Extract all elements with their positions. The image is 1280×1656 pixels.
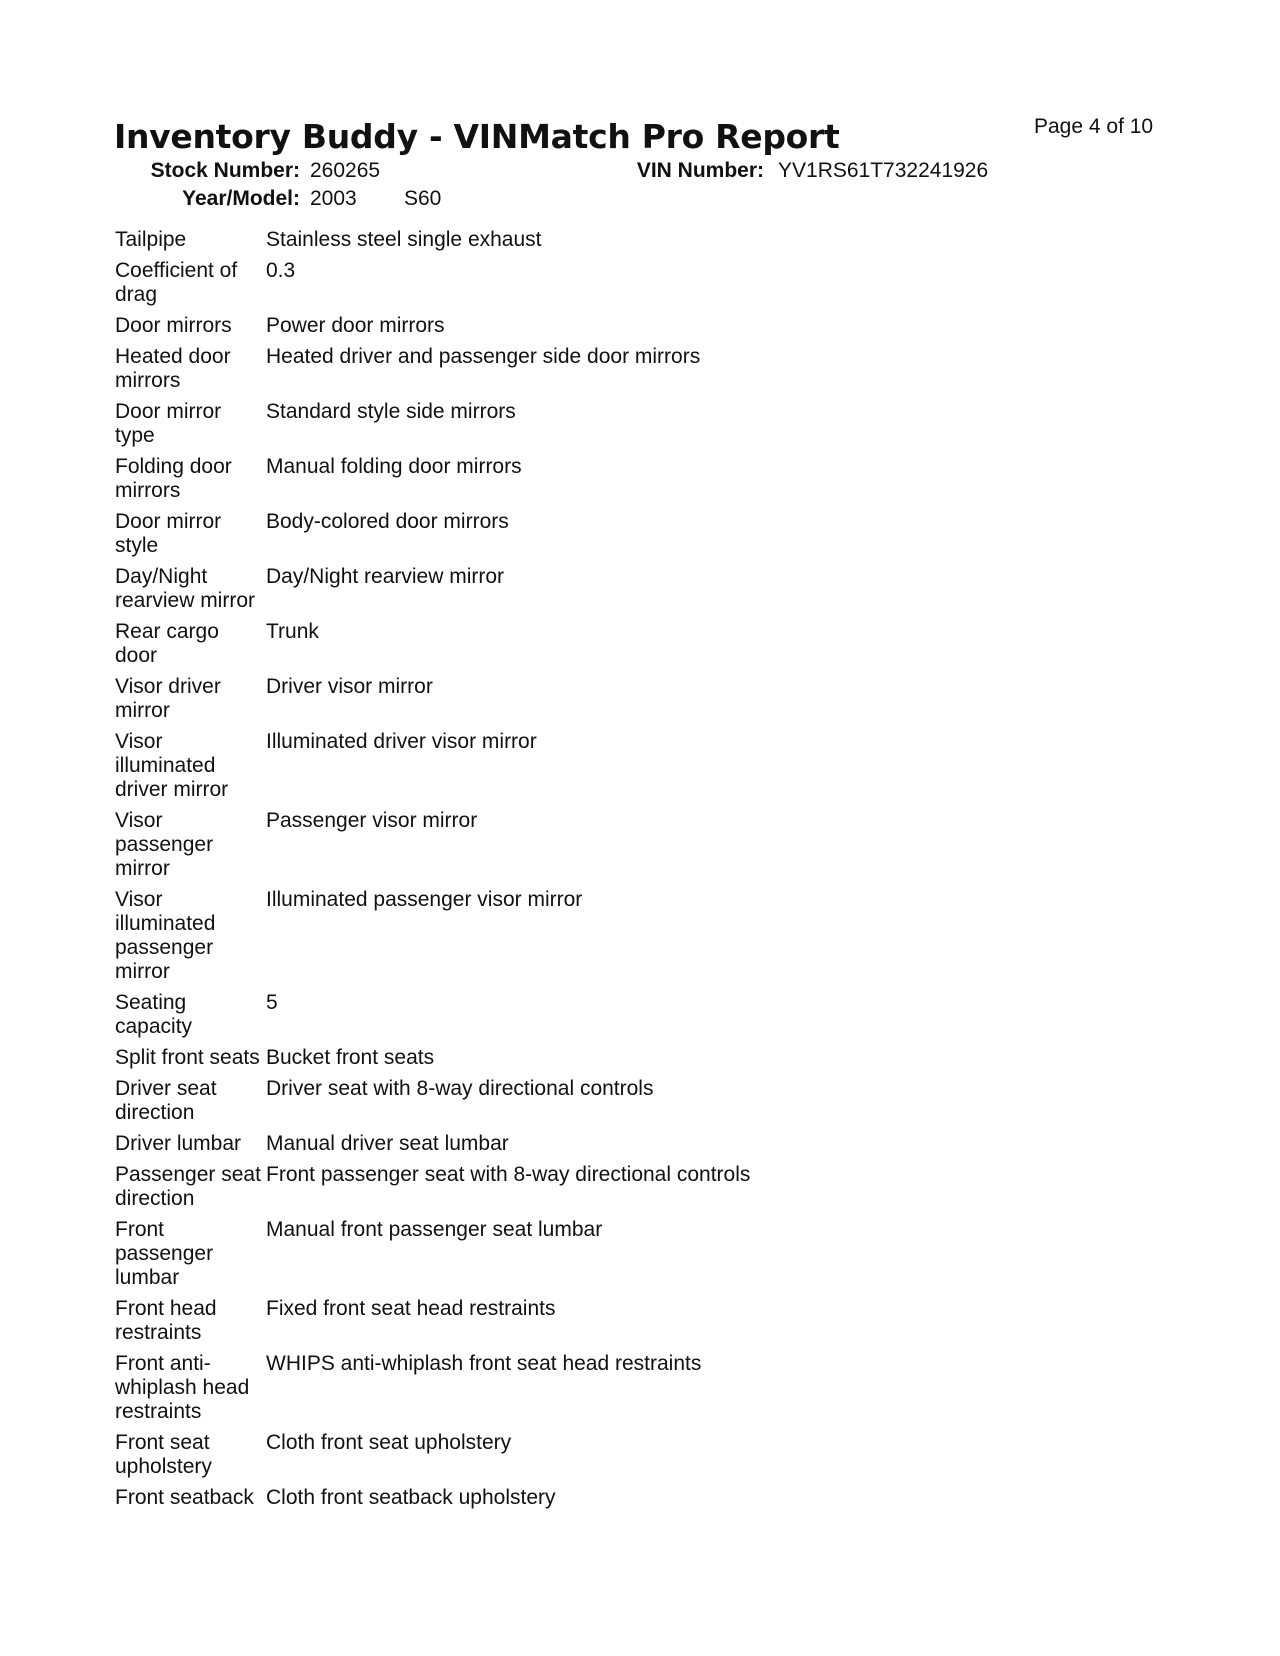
stock-number-value: 260265	[310, 159, 381, 182]
spec-label: Passenger seat direction	[115, 1163, 261, 1210]
spec-value: Heated driver and passenger side door mirrors	[266, 345, 701, 368]
report-title: Inventory Buddy - VINMatch Pro Report	[114, 117, 840, 156]
stock-number-row	[0, 158, 1280, 184]
vin-number-value: YV1RS61T732241926	[778, 159, 989, 182]
spec-row	[115, 400, 875, 455]
spec-row	[115, 1077, 875, 1132]
spec-value: Stainless steel single exhaust	[266, 228, 542, 251]
spec-label: Folding door mirrors	[115, 455, 232, 502]
spec-value: Front passenger seat with 8-way directional controls	[266, 1163, 751, 1186]
spec-row	[115, 1486, 875, 1517]
spec-row	[115, 314, 875, 345]
spec-label: Heated door mirrors	[115, 345, 231, 392]
spec-value: WHIPS anti-whiplash front seat head restraints	[266, 1352, 702, 1375]
year-value: 2003	[310, 187, 357, 210]
spec-table	[115, 228, 875, 1517]
spec-row	[115, 1352, 875, 1431]
model-value: S60	[404, 187, 442, 210]
spec-value: Manual driver seat lumbar	[266, 1132, 509, 1155]
spec-label: Visor illuminated passenger mirror	[115, 888, 216, 983]
spec-value: 5	[266, 991, 278, 1014]
spec-label: Visor driver mirror	[115, 675, 221, 722]
spec-row	[115, 345, 875, 400]
spec-row	[115, 675, 875, 730]
spec-label: Tailpipe	[115, 228, 187, 251]
spec-value: Illuminated passenger visor mirror	[266, 888, 583, 911]
spec-label: Door mirrors	[115, 314, 232, 337]
spec-label: Front anti-whiplash head restraints	[115, 1352, 250, 1423]
spec-label: Day/Night rearview mirror	[115, 565, 256, 612]
year-model-label: Year/Model:	[182, 187, 300, 210]
spec-row	[115, 888, 875, 991]
spec-value: Cloth front seatback upholstery	[266, 1486, 556, 1509]
spec-label: Front seatback	[115, 1486, 254, 1509]
spec-row	[115, 1297, 875, 1352]
spec-label: Front seat upholstery	[115, 1431, 212, 1478]
spec-value: Passenger visor mirror	[266, 809, 478, 832]
spec-row	[115, 259, 875, 314]
vin-number-label: VIN Number:	[636, 159, 764, 182]
spec-row	[115, 1218, 875, 1297]
spec-label: Rear cargo door	[115, 620, 219, 667]
spec-row	[115, 565, 875, 620]
spec-row	[115, 809, 875, 888]
spec-label: Driver lumbar	[115, 1132, 242, 1155]
spec-label: Visor passenger mirror	[115, 809, 214, 880]
spec-row	[115, 1163, 875, 1218]
spec-label: Coefficient of drag	[115, 259, 238, 306]
spec-label: Door mirror type	[115, 400, 222, 447]
spec-value: 0.3	[266, 259, 296, 282]
spec-row	[115, 510, 875, 565]
spec-value: Body-colored door mirrors	[266, 510, 509, 533]
spec-row	[115, 228, 875, 259]
spec-label: Split front seats	[115, 1046, 260, 1069]
spec-value: Power door mirrors	[266, 314, 445, 337]
spec-value: Manual folding door mirrors	[266, 455, 522, 478]
year-model-row	[0, 186, 1280, 212]
spec-label: Seating capacity	[115, 991, 193, 1038]
spec-row	[115, 620, 875, 675]
spec-row	[115, 455, 875, 510]
spec-row	[115, 1431, 875, 1486]
spec-row	[115, 1132, 875, 1163]
spec-value: Day/Night rearview mirror	[266, 565, 505, 588]
spec-table-body	[115, 228, 875, 1517]
spec-value: Fixed front seat head restraints	[266, 1297, 556, 1320]
spec-label: Front head restraints	[115, 1297, 217, 1344]
spec-label: Driver seat direction	[115, 1077, 217, 1124]
spec-value: Trunk	[266, 620, 319, 643]
spec-value: Cloth front seat upholstery	[266, 1431, 512, 1454]
stock-number-label: Stock Number:	[150, 159, 300, 182]
spec-value: Driver seat with 8-way directional controls	[266, 1077, 654, 1100]
spec-value: Manual front passenger seat lumbar	[266, 1218, 603, 1241]
spec-value: Illuminated driver visor mirror	[266, 730, 537, 753]
spec-label: Visor illuminated driver mirror	[115, 730, 229, 801]
spec-value: Standard style side mirrors	[266, 400, 516, 423]
spec-value: Bucket front seats	[266, 1046, 435, 1069]
spec-value: Driver visor mirror	[266, 675, 433, 698]
page-number: Page 4 of 10	[1034, 115, 1154, 138]
spec-label: Door mirror style	[115, 510, 222, 557]
spec-row	[115, 730, 875, 809]
spec-label: Front passenger lumbar	[115, 1218, 214, 1289]
spec-row	[115, 991, 875, 1046]
spec-row	[115, 1046, 875, 1077]
